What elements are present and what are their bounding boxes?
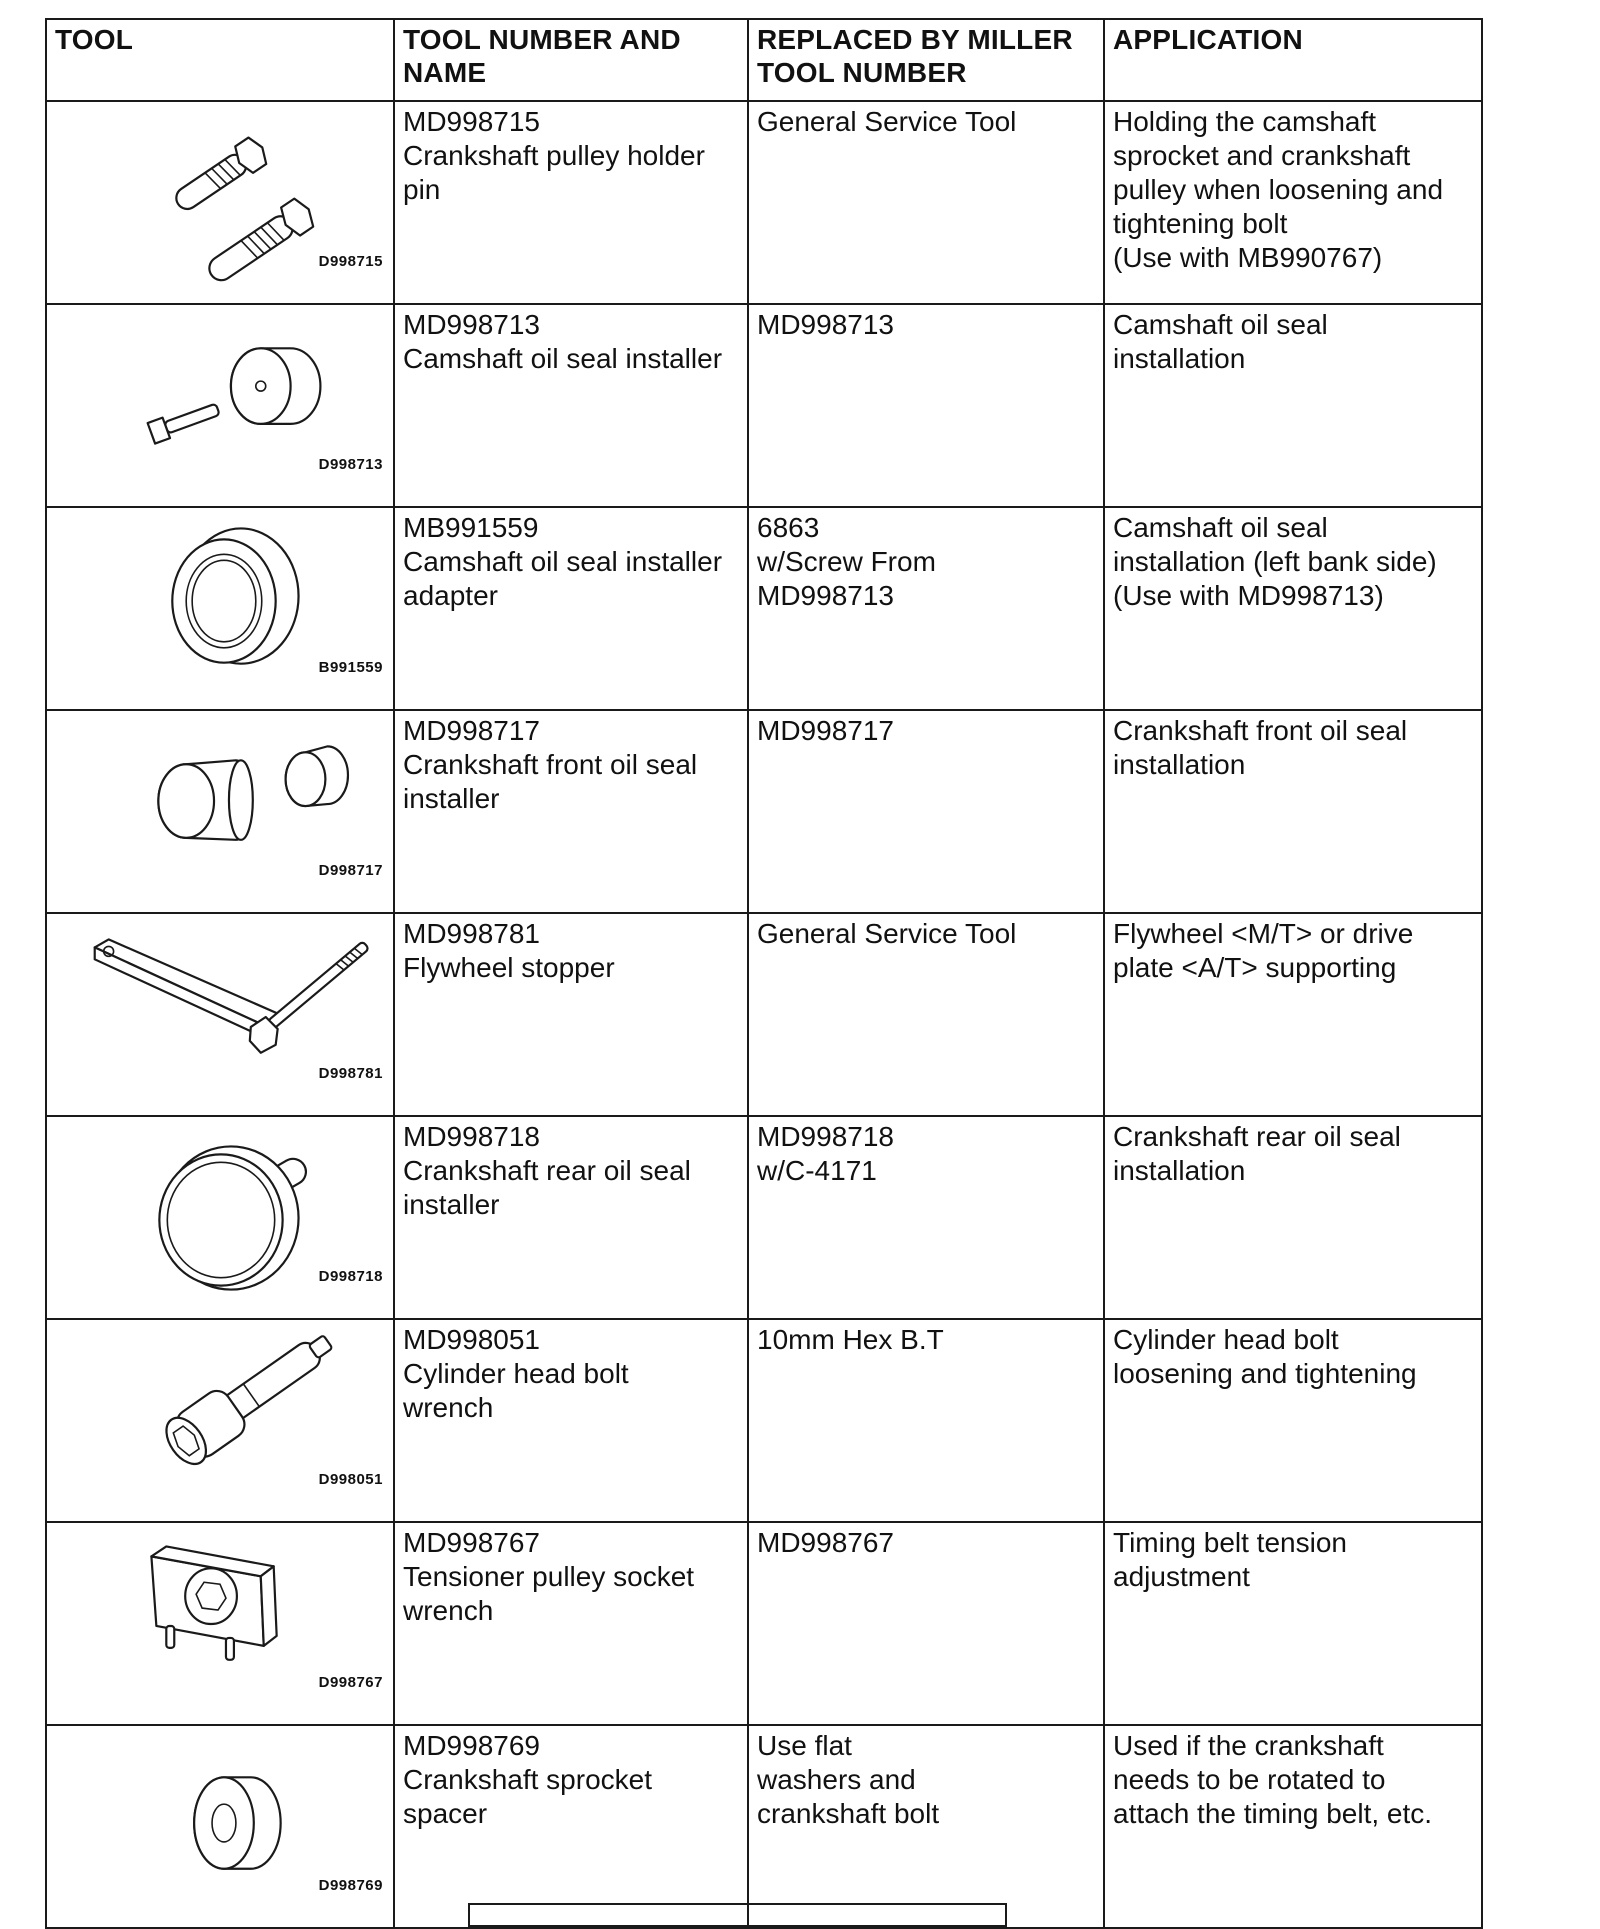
application-cell: Crankshaft rear oil seal installation <box>1104 1116 1482 1319</box>
drawing-id: D998781 <box>318 1065 383 1082</box>
table-row <box>46 1522 1482 1725</box>
drawing-id: D998715 <box>318 253 383 270</box>
table-row <box>46 913 1482 1116</box>
table-row <box>46 1725 1482 1928</box>
tool-name: Cylinder head bolt <box>403 1358 629 1389</box>
tool-number-name-cell <box>394 1522 748 1725</box>
tool-name: Crankshaft rear oil seal <box>403 1155 691 1186</box>
application-cell: Timing belt tension adjustment <box>1104 1522 1482 1725</box>
header-miller-number: REPLACED BY MILLER TOOL NUMBER <box>748 19 1104 101</box>
header-tool-number-name: TOOL NUMBER AND NAME <box>394 19 748 101</box>
drawing-id: D998769 <box>318 1877 383 1894</box>
tool-number-name-cell <box>394 1116 748 1319</box>
tool-name: Crankshaft front oil seal <box>403 749 698 780</box>
application-cell: Crankshaft front oil seal installation <box>1104 710 1482 913</box>
tool-number: MD998051 <box>403 1324 540 1355</box>
footer-box <box>468 1903 1007 1927</box>
tool-image-cell <box>46 507 394 710</box>
tool-name: pin <box>403 174 441 205</box>
tool-number-name-cell <box>394 1725 748 1928</box>
tool-image-cell <box>46 1725 394 1928</box>
tool-number-name-cell <box>394 1319 748 1522</box>
tool-name: wrench <box>403 1392 494 1423</box>
application-cell: Camshaft oil seal installation (left bank side) (Use with MD998713) <box>1104 507 1482 710</box>
tool-image-cell <box>46 710 394 913</box>
application-cell: Used if the crankshaft needs to be rotated to attach the timing belt, etc. <box>1104 1725 1482 1928</box>
header-tool: TOOL <box>46 19 394 101</box>
application-cell: Camshaft oil seal installation <box>1104 304 1482 507</box>
miller-number-cell: MD998767 <box>748 1522 1104 1725</box>
tool-number: MB991559 <box>403 512 539 543</box>
application-cell: Holding the camshaft sprocket and crankshaft pulley when loosening and tightening bolt (Use with MB990767) <box>1104 101 1482 304</box>
tool-number: MD998718 <box>403 1121 540 1152</box>
miller-number-cell: MD998717 <box>748 710 1104 913</box>
drawing-id: D998767 <box>318 1674 383 1691</box>
table-row <box>46 101 1482 304</box>
tool-image-cell <box>46 1116 394 1319</box>
miller-number-cell: 6863 w/Screw From MD998713 <box>748 507 1104 710</box>
tool-number-name-cell <box>394 101 748 304</box>
tool-image-cell <box>46 304 394 507</box>
miller-number-cell: Use flat washers and crankshaft bolt <box>748 1725 1104 1928</box>
drawing-id: D998717 <box>318 862 383 879</box>
drawing-id: B991559 <box>318 659 383 676</box>
tool-number: MD998717 <box>403 715 540 746</box>
drawing-id: D998718 <box>318 1268 383 1285</box>
tool-name: Camshaft oil seal installer <box>403 343 723 374</box>
tool-number: MD998715 <box>403 106 540 137</box>
tool-name: Crankshaft sprocket <box>403 1764 652 1795</box>
tool-image-cell <box>46 1522 394 1725</box>
tool-name: Camshaft oil seal installer <box>403 546 723 577</box>
application-cell: Cylinder head bolt loosening and tightening <box>1104 1319 1482 1522</box>
tool-number-name-cell <box>394 710 748 913</box>
miller-number-cell: MD998713 <box>748 304 1104 507</box>
tool-name: Flywheel stopper <box>403 952 615 983</box>
tool-number: MD998767 <box>403 1527 540 1558</box>
tool-name: spacer <box>403 1798 488 1829</box>
special-tools-table <box>45 18 1483 1929</box>
drawing-id: D998051 <box>318 1471 383 1488</box>
table-row <box>46 1116 1482 1319</box>
table-row <box>46 710 1482 913</box>
table-row <box>46 304 1482 507</box>
table-row <box>46 1319 1482 1522</box>
tool-number-name-cell <box>394 913 748 1116</box>
tool-name: Tensioner pulley socket <box>403 1561 695 1592</box>
tool-image-cell <box>46 1319 394 1522</box>
tool-number-name-cell <box>394 507 748 710</box>
tool-number-name-cell <box>394 304 748 507</box>
miller-number-cell: General Service Tool <box>748 913 1104 1116</box>
tool-name: installer <box>403 783 500 814</box>
miller-number-cell: 10mm Hex B.T <box>748 1319 1104 1522</box>
header-application: APPLICATION <box>1104 19 1482 101</box>
tool-name: installer <box>403 1189 500 1220</box>
tool-number: MD998769 <box>403 1730 540 1761</box>
application-cell: Flywheel <M/T> or drive plate <A/T> supporting <box>1104 913 1482 1116</box>
miller-number-cell: MD998718 w/C-4171 <box>748 1116 1104 1319</box>
tool-image-cell <box>46 913 394 1116</box>
tool-name: adapter <box>403 580 498 611</box>
tool-name: Crankshaft pulley holder <box>403 140 705 171</box>
table-row <box>46 507 1482 710</box>
tool-number: MD998713 <box>403 309 540 340</box>
drawing-id: D998713 <box>318 456 383 473</box>
tool-number: MD998781 <box>403 918 540 949</box>
tool-image-cell <box>46 101 394 304</box>
header-row <box>46 19 1482 101</box>
miller-number-cell: General Service Tool <box>748 101 1104 304</box>
tool-name: wrench <box>403 1595 494 1626</box>
